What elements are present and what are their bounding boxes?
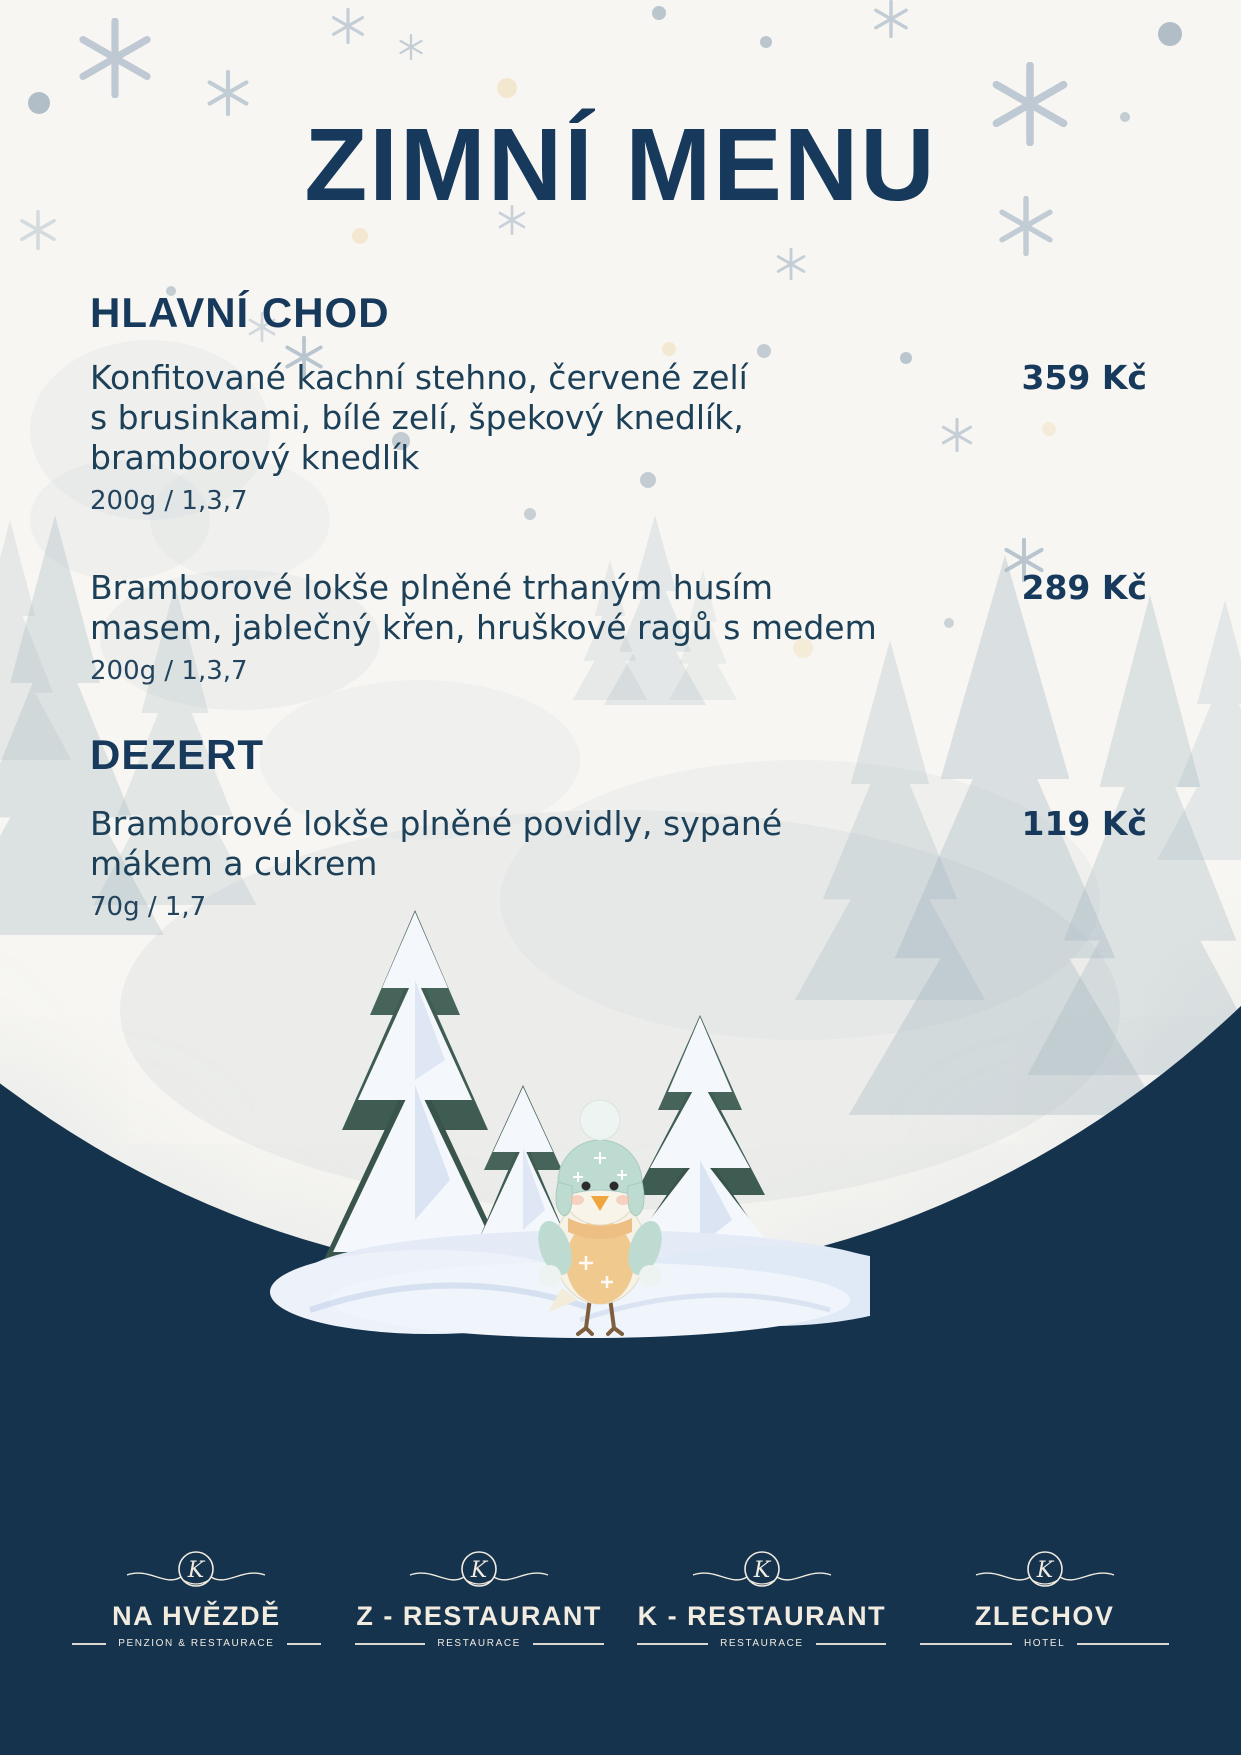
emblem-monogram: K	[188, 1558, 205, 1583]
logo-name: ZLECHOV	[974, 1601, 1115, 1631]
logo-name: K - RESTAURANT	[637, 1601, 887, 1631]
logo-subtitle: HOTEL	[1023, 1638, 1066, 1649]
menu-item-name-line: Bramborové lokše plněné trhaným husím	[90, 568, 774, 607]
logo-subtitle: RESTAURACE	[720, 1638, 804, 1649]
menu-item	[90, 804, 890, 922]
restaurant-emblem-icon	[970, 1545, 1120, 1599]
logo-subtitle-row	[637, 1638, 886, 1649]
logo-subtitle: RESTAURACE	[437, 1638, 521, 1649]
logo-zlechov	[903, 1545, 1186, 1649]
divider-line	[920, 1643, 1012, 1645]
section-heading-main-course: HLAVNÍ CHOD	[90, 289, 390, 336]
restaurant-emblem-icon	[687, 1545, 837, 1599]
logo-subtitle: PENZION & RESTAURACE	[118, 1638, 275, 1649]
divider-line	[533, 1643, 604, 1645]
section-heading-dessert: DEZERT	[90, 731, 264, 778]
footer-logos	[55, 1545, 1186, 1649]
menu-item-price: 119 Kč	[1021, 804, 1147, 843]
menu-item-portion: 70g / 1,7	[90, 892, 207, 922]
menu-item-name-line: Bramborové lokše plněné povidly, sypané	[90, 804, 783, 843]
menu-item-price: 289 Kč	[1021, 568, 1147, 607]
divider-line	[816, 1643, 887, 1645]
menu-item-name-line: bramborový knedlík	[90, 438, 420, 477]
menu-item-price: 359 Kč	[1021, 358, 1147, 397]
logo-k-restaurant	[621, 1545, 904, 1649]
menu-item-name-line: masem, jablečný křen, hruškové ragů s medem	[90, 608, 877, 647]
logo-subtitle-row	[72, 1638, 321, 1649]
logo-name: Z - RESTAURANT	[356, 1601, 602, 1631]
emblem-monogram: K	[470, 1558, 488, 1583]
logo-na-hvezde	[55, 1545, 338, 1649]
logo-z-restaurant	[338, 1545, 621, 1649]
emblem-monogram: K	[753, 1558, 771, 1583]
restaurant-emblem-icon	[404, 1545, 554, 1599]
logo-subtitle-row	[920, 1638, 1169, 1649]
menu-item-name-line: Konfitované kachní stehno, červené zelí	[90, 358, 748, 397]
menu-item	[90, 568, 890, 686]
divider-line	[287, 1643, 321, 1645]
divider-line	[355, 1643, 426, 1645]
divider-line	[72, 1643, 106, 1645]
divider-line	[637, 1643, 708, 1645]
logo-name: NA HVĚZDĚ	[112, 1601, 281, 1631]
menu-item	[90, 358, 890, 516]
divider-line	[1077, 1643, 1169, 1645]
menu-item-portion: 200g / 1,3,7	[90, 656, 248, 686]
logo-subtitle-row	[355, 1638, 604, 1649]
menu-item-name-line: mákem a cukrem	[90, 844, 378, 883]
emblem-monogram: K	[1036, 1558, 1053, 1583]
menu-item-portion: 200g / 1,3,7	[90, 486, 248, 516]
menu-item-name-line: s brusinkami, bílé zelí, špekový knedlík,	[90, 398, 744, 437]
restaurant-emblem-icon	[121, 1545, 271, 1599]
page-title: ZIMNÍ MENU	[304, 107, 937, 222]
